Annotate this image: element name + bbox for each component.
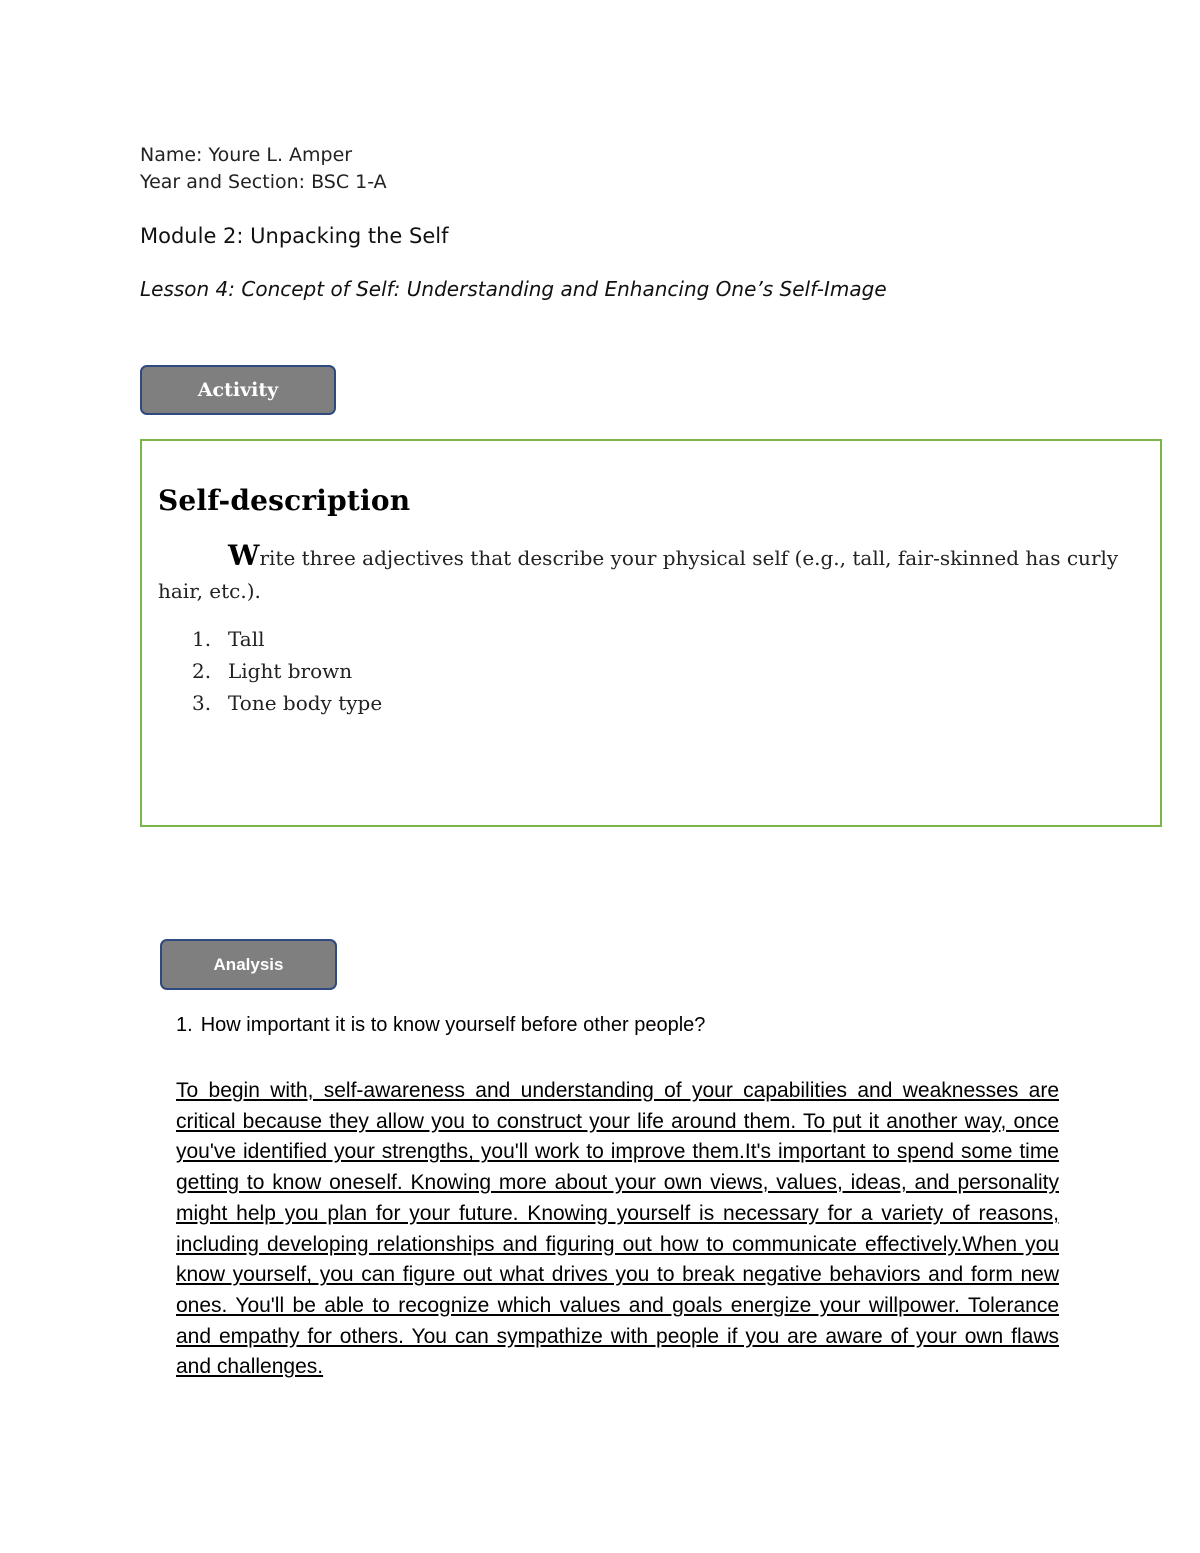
module-title: Module 2: Unpacking the Self bbox=[140, 224, 449, 248]
activity-tab: Activity bbox=[140, 365, 336, 415]
list-item bbox=[192, 687, 382, 719]
instruction-text: rite three adjectives that describe your physical self (e.g., tall, fair-skinned has curly hair, etc.). bbox=[158, 546, 1119, 603]
list-item-text: Light brown bbox=[228, 659, 353, 683]
question-text: How important it is to know yourself before other people? bbox=[200, 1014, 706, 1036]
list-item-number: 1. bbox=[192, 627, 212, 651]
list-item-number: 3. bbox=[192, 691, 212, 715]
list-item-text: Tone body type bbox=[228, 691, 383, 715]
adjective-list bbox=[192, 623, 382, 719]
list-item-number: 2. bbox=[192, 659, 212, 683]
list-item bbox=[192, 655, 382, 687]
question-number: 1. bbox=[176, 1014, 193, 1036]
analysis-tab: Analysis bbox=[160, 939, 337, 990]
analysis-answer: To begin with, self-awareness and understanding of your capabilities and weaknesses are critical because they allow you to construct your life around them. To put it another way, once you've identified your strengths, you'll work to improve them.It's important to spend some time getting to know oneself. Knowing more about your own views, values, ideas, and personality might help you plan for your future. Knowing yourself is necessary for a variety of reasons, including developing relationships and figuring out how to communicate effectively.When you know yourself, you can figure out what drives you to break negative behaviors and form new ones. You'll be able to recognize which values and goals energize your willpower. Tolerance and empathy for others. You can sympathize with people if you are aware of your own flaws and challenges. bbox=[176, 1079, 1059, 1379]
list-item-text: Tall bbox=[228, 627, 265, 651]
year-section: Year and Section: BSC 1-A bbox=[140, 171, 387, 193]
lesson-title: Lesson 4: Concept of Self: Understanding and Enhancing One’s Self-Image bbox=[140, 277, 887, 301]
student-name: Name: Youre L. Amper bbox=[140, 144, 353, 166]
list-item bbox=[192, 623, 382, 655]
instruction-dropcap: W bbox=[228, 539, 260, 572]
activity-box bbox=[140, 439, 1162, 827]
activity-instruction bbox=[158, 539, 1148, 608]
analysis-question bbox=[176, 1014, 705, 1037]
self-description-heading: Self-description bbox=[158, 484, 411, 517]
